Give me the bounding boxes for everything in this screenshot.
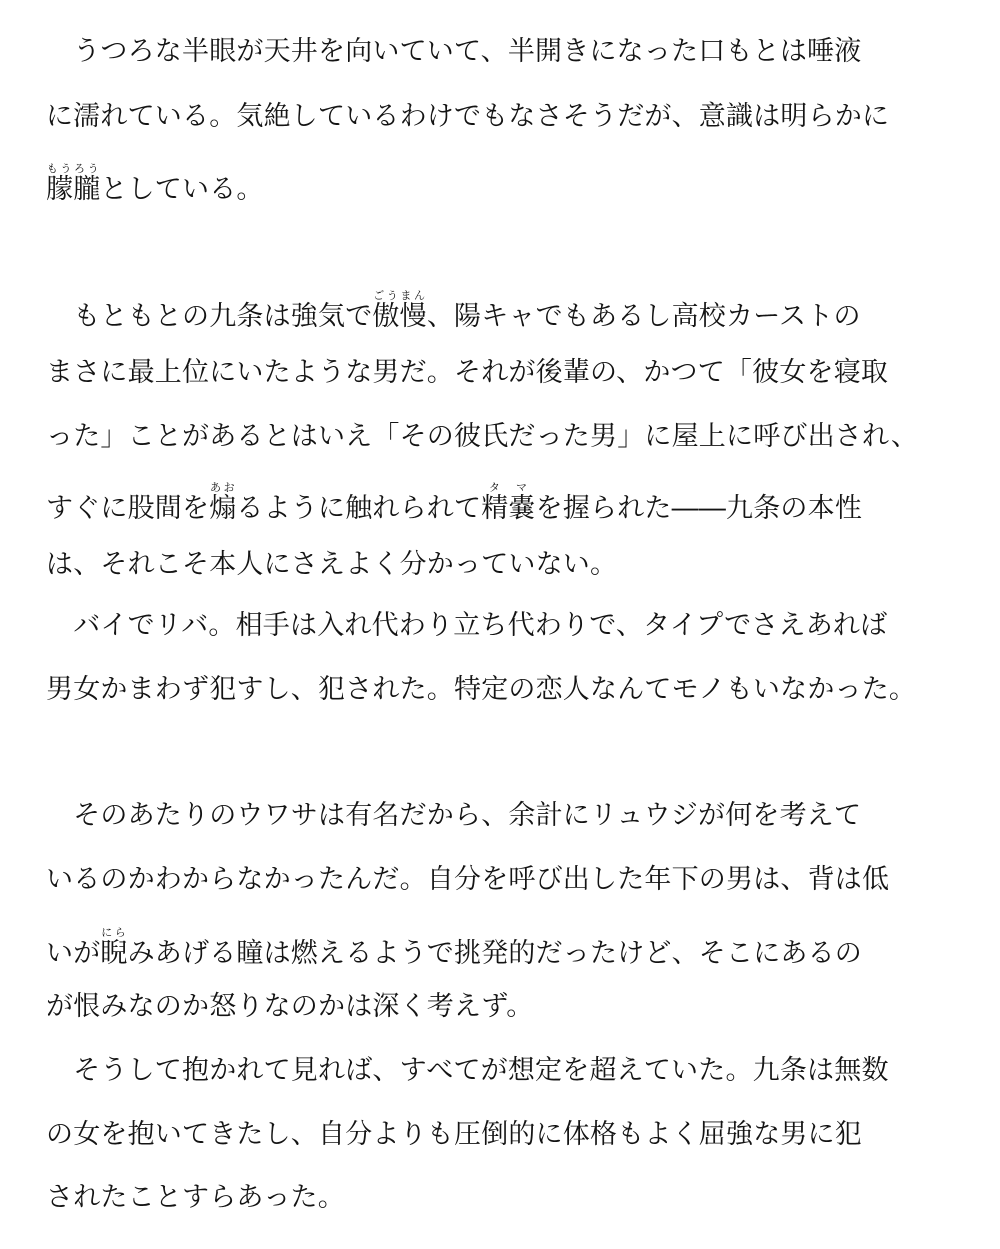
line-text: るように触れられて — [236, 493, 482, 524]
text-line — [46, 417, 946, 457]
line-text: が恨みなのか怒りなのかは深く考えず。 — [46, 991, 534, 1022]
ruby-base: 煽 — [209, 493, 237, 524]
ruby-gouman — [372, 289, 427, 332]
ruby-base: 精嚢 — [481, 493, 536, 524]
line-text: いが — [46, 938, 101, 969]
line-text: の女を抱いてきたし、自分よりも圧倒的に体格もよく屈強な男に犯 — [46, 1119, 862, 1150]
line-text: まさに最上位にいたような男だ。それが後輩の、かつて「彼女を寝取 — [46, 357, 889, 388]
text-line — [46, 353, 946, 393]
ruby-reading: ごうまん — [372, 289, 427, 302]
text-line — [46, 481, 946, 524]
ruby-reading: タマ — [481, 481, 536, 494]
ruby-base: 傲慢 — [372, 301, 427, 332]
text-line — [46, 796, 946, 836]
line-text: うつろな半眼が天井を向いていて、半開きになった口もとは唾液 — [46, 36, 862, 67]
text-line — [46, 926, 946, 969]
line-text: バイでリバ。相手は入れ代わり立ち代わりで、タイプでさえあれば — [46, 610, 888, 641]
ruby-reading: にら — [100, 926, 128, 939]
text-line — [46, 987, 946, 1027]
text-line — [46, 1115, 946, 1155]
ruby-nira — [100, 926, 128, 969]
text-line — [46, 162, 946, 205]
text-line — [46, 860, 946, 900]
line-text: いるのかわからなかったんだ。自分を呼び出した年下の男は、背は低 — [46, 864, 890, 895]
line-text: としている。 — [100, 174, 264, 205]
ruby-reading: あお — [209, 481, 237, 494]
text-line — [46, 545, 946, 585]
line-text: に濡れている。気絶しているわけでもなさそうだが、意識は明らかに — [46, 101, 890, 132]
ruby-tama — [481, 481, 536, 524]
line-text: 、陽キャでもあるし高校カーストの — [426, 301, 861, 332]
line-text: 男女かまわず犯すし、犯された。特定の恋人なんてモノもいなかった。 — [46, 674, 917, 705]
text-line — [46, 289, 946, 332]
line-text: は、それこそ本人にさえよく分かっていない。 — [46, 549, 618, 580]
ruby-mourou — [46, 162, 101, 205]
ruby-base: 朦朧 — [46, 174, 101, 205]
text-line — [46, 606, 946, 646]
line-text: そのあたりのウワサは有名だから、余計にリュウジが何を考えて — [46, 800, 862, 831]
text-line — [46, 1051, 946, 1091]
line-text: った」ことがあるとはいえ「その彼氏だった男」に屋上に呼び出され、 — [46, 421, 919, 452]
line-text: そうして抱かれて見れば、すべてが想定を超えていた。九条は無数 — [46, 1055, 889, 1086]
line-text: みあげる瞳は燃えるようで挑発的だったけど、そこにあるの — [127, 938, 863, 969]
line-text: もともとの九条は強気で — [46, 301, 373, 332]
ruby-base: 睨 — [100, 938, 128, 969]
ruby-reading: もうろう — [46, 162, 101, 175]
line-text: されたことすらあった。 — [46, 1182, 345, 1213]
line-text: すぐに股間を — [46, 493, 210, 524]
line-text: を握られた――九条の本性 — [535, 493, 863, 524]
text-line — [46, 97, 946, 137]
ruby-aoru — [209, 481, 237, 524]
text-line — [46, 32, 946, 72]
text-line — [46, 670, 946, 710]
text-line — [46, 1178, 946, 1218]
